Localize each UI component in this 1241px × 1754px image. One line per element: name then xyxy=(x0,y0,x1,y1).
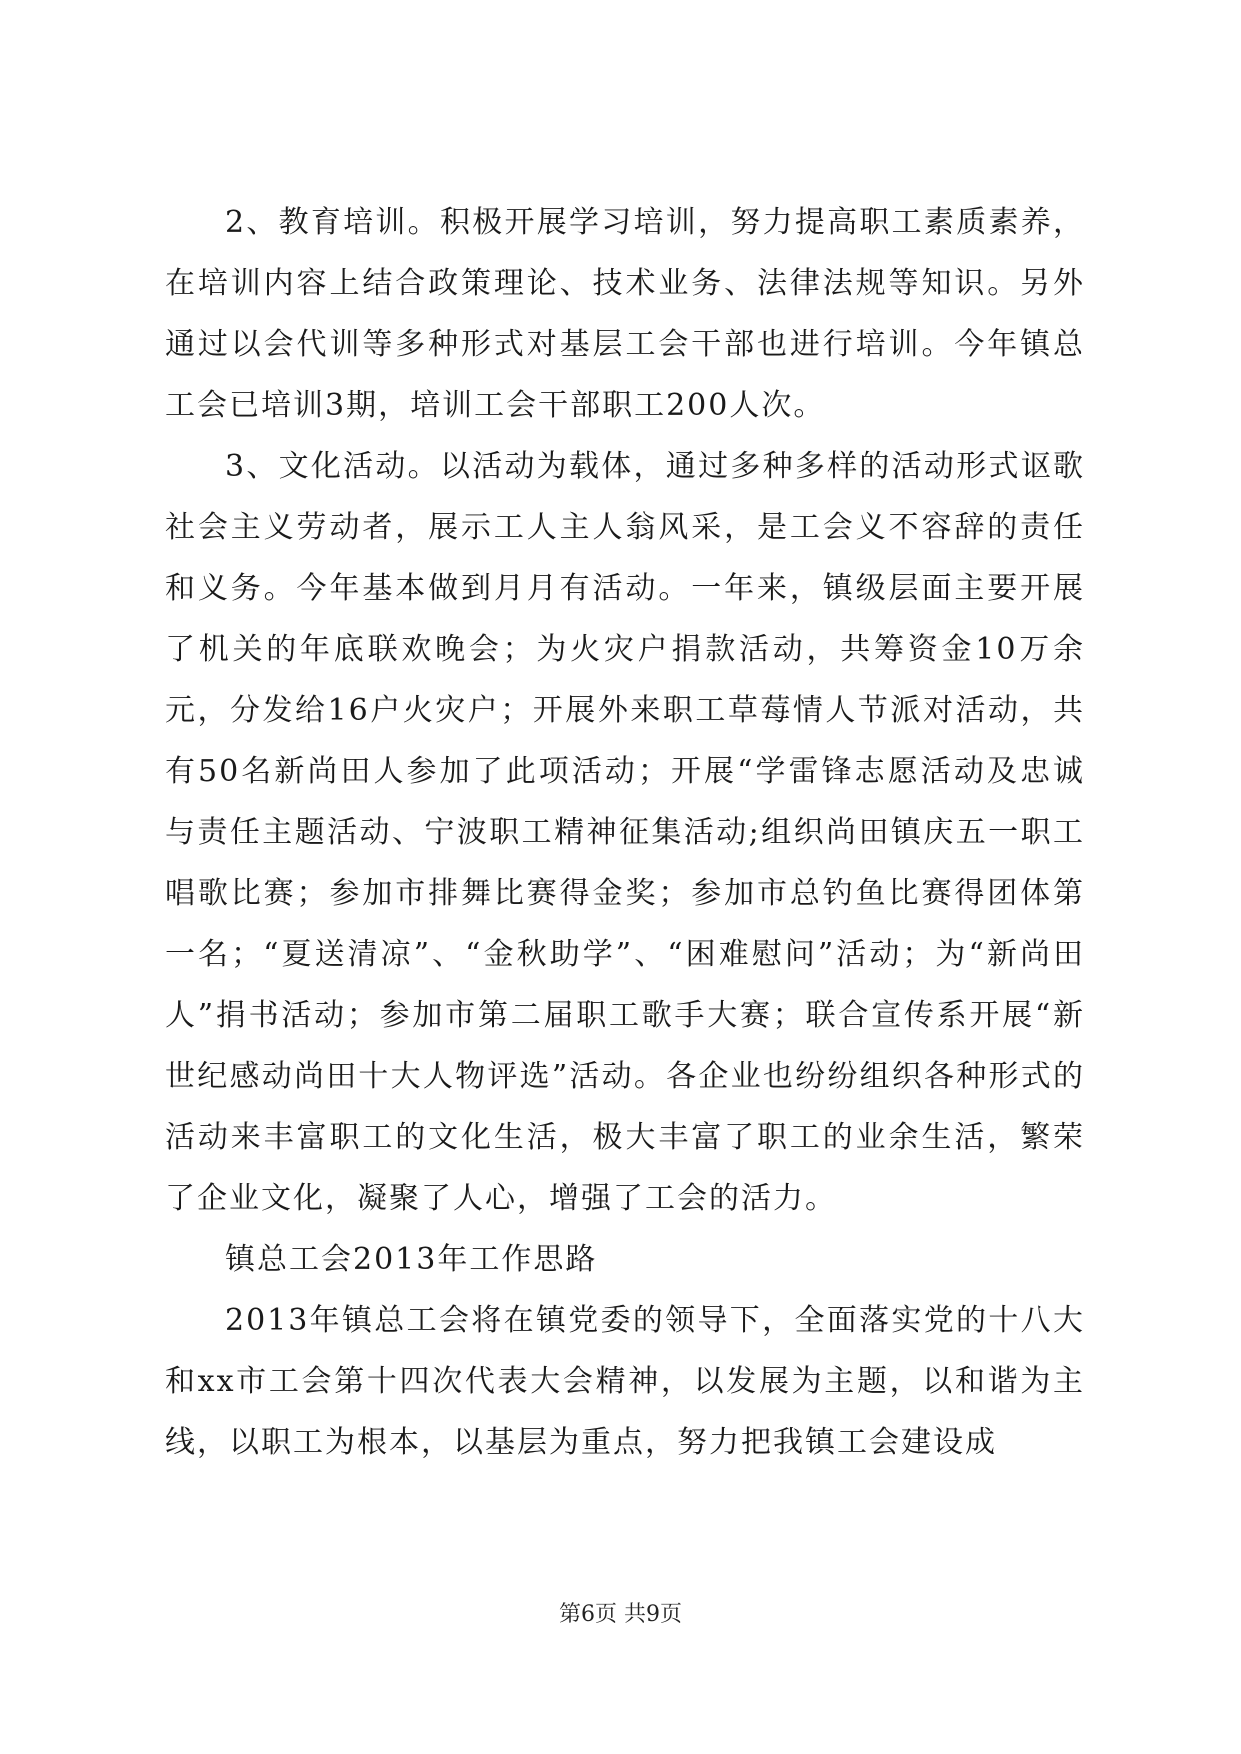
paragraph-education-training: 2、教育培训。积极开展学习培训，努力提高职工素质素养，在培训内容上结合政策理论、技术业务、法律法规等知识。另外通过以会代训等多种形式对基层工会干部也进行培训。今年镇总工会已培训3期，培训工会干部职工200人次。 xyxy=(165,205,1085,423)
document-body xyxy=(165,192,1085,1473)
paragraph-cultural-activities: 3、文化活动。以活动为载体，通过多种多样的活动形式讴歌社会主义劳动者，展示工人主人翁风采，是工会义不容辞的责任和义务。今年基本做到月月有活动。一年来，镇级层面主要开展了机关的年底联欢晚会；为火灾户捐款活动，共筹资金10万余元，分发给16户火灾户；开展外来职工草莓情人节派对活动，共有50名新尚田人参加了此项活动；开展“学雷锋志愿活动及忠诚与责任主题活动、宁波职工精神征集活动;组织尚田镇庆五一职工唱歌比赛；参加市排舞比赛得金奖；参加市总钓鱼比赛得团体第一名；“夏送清凉”、“金秋助学”、“困难慰问”活动；为“新尚田人”捐书活动；参加市第二届职工歌手大赛；联合宣传系开展“新世纪感动尚田十大人物评选”活动。各企业也纷纷组织各种形式的活动来丰富职工的文化生活，极大丰富了职工的业余生活，繁荣了企业文化，凝聚了人心，增强了工会的活力。 xyxy=(165,449,1085,1216)
paragraph-2013-plan: 2013年镇总工会将在镇党委的领导下，全面落实党的十八大和xx市工会第十四次代表大会精神，以发展为主题，以和谐为主线，以职工为根本，以基层为重点，努力把我镇工会建设成 xyxy=(165,1303,1085,1460)
section-heading-2013-plan: 镇总工会2013年工作思路 xyxy=(225,1242,598,1277)
page-number-footer: 第6页 共9页 xyxy=(559,1602,682,1627)
